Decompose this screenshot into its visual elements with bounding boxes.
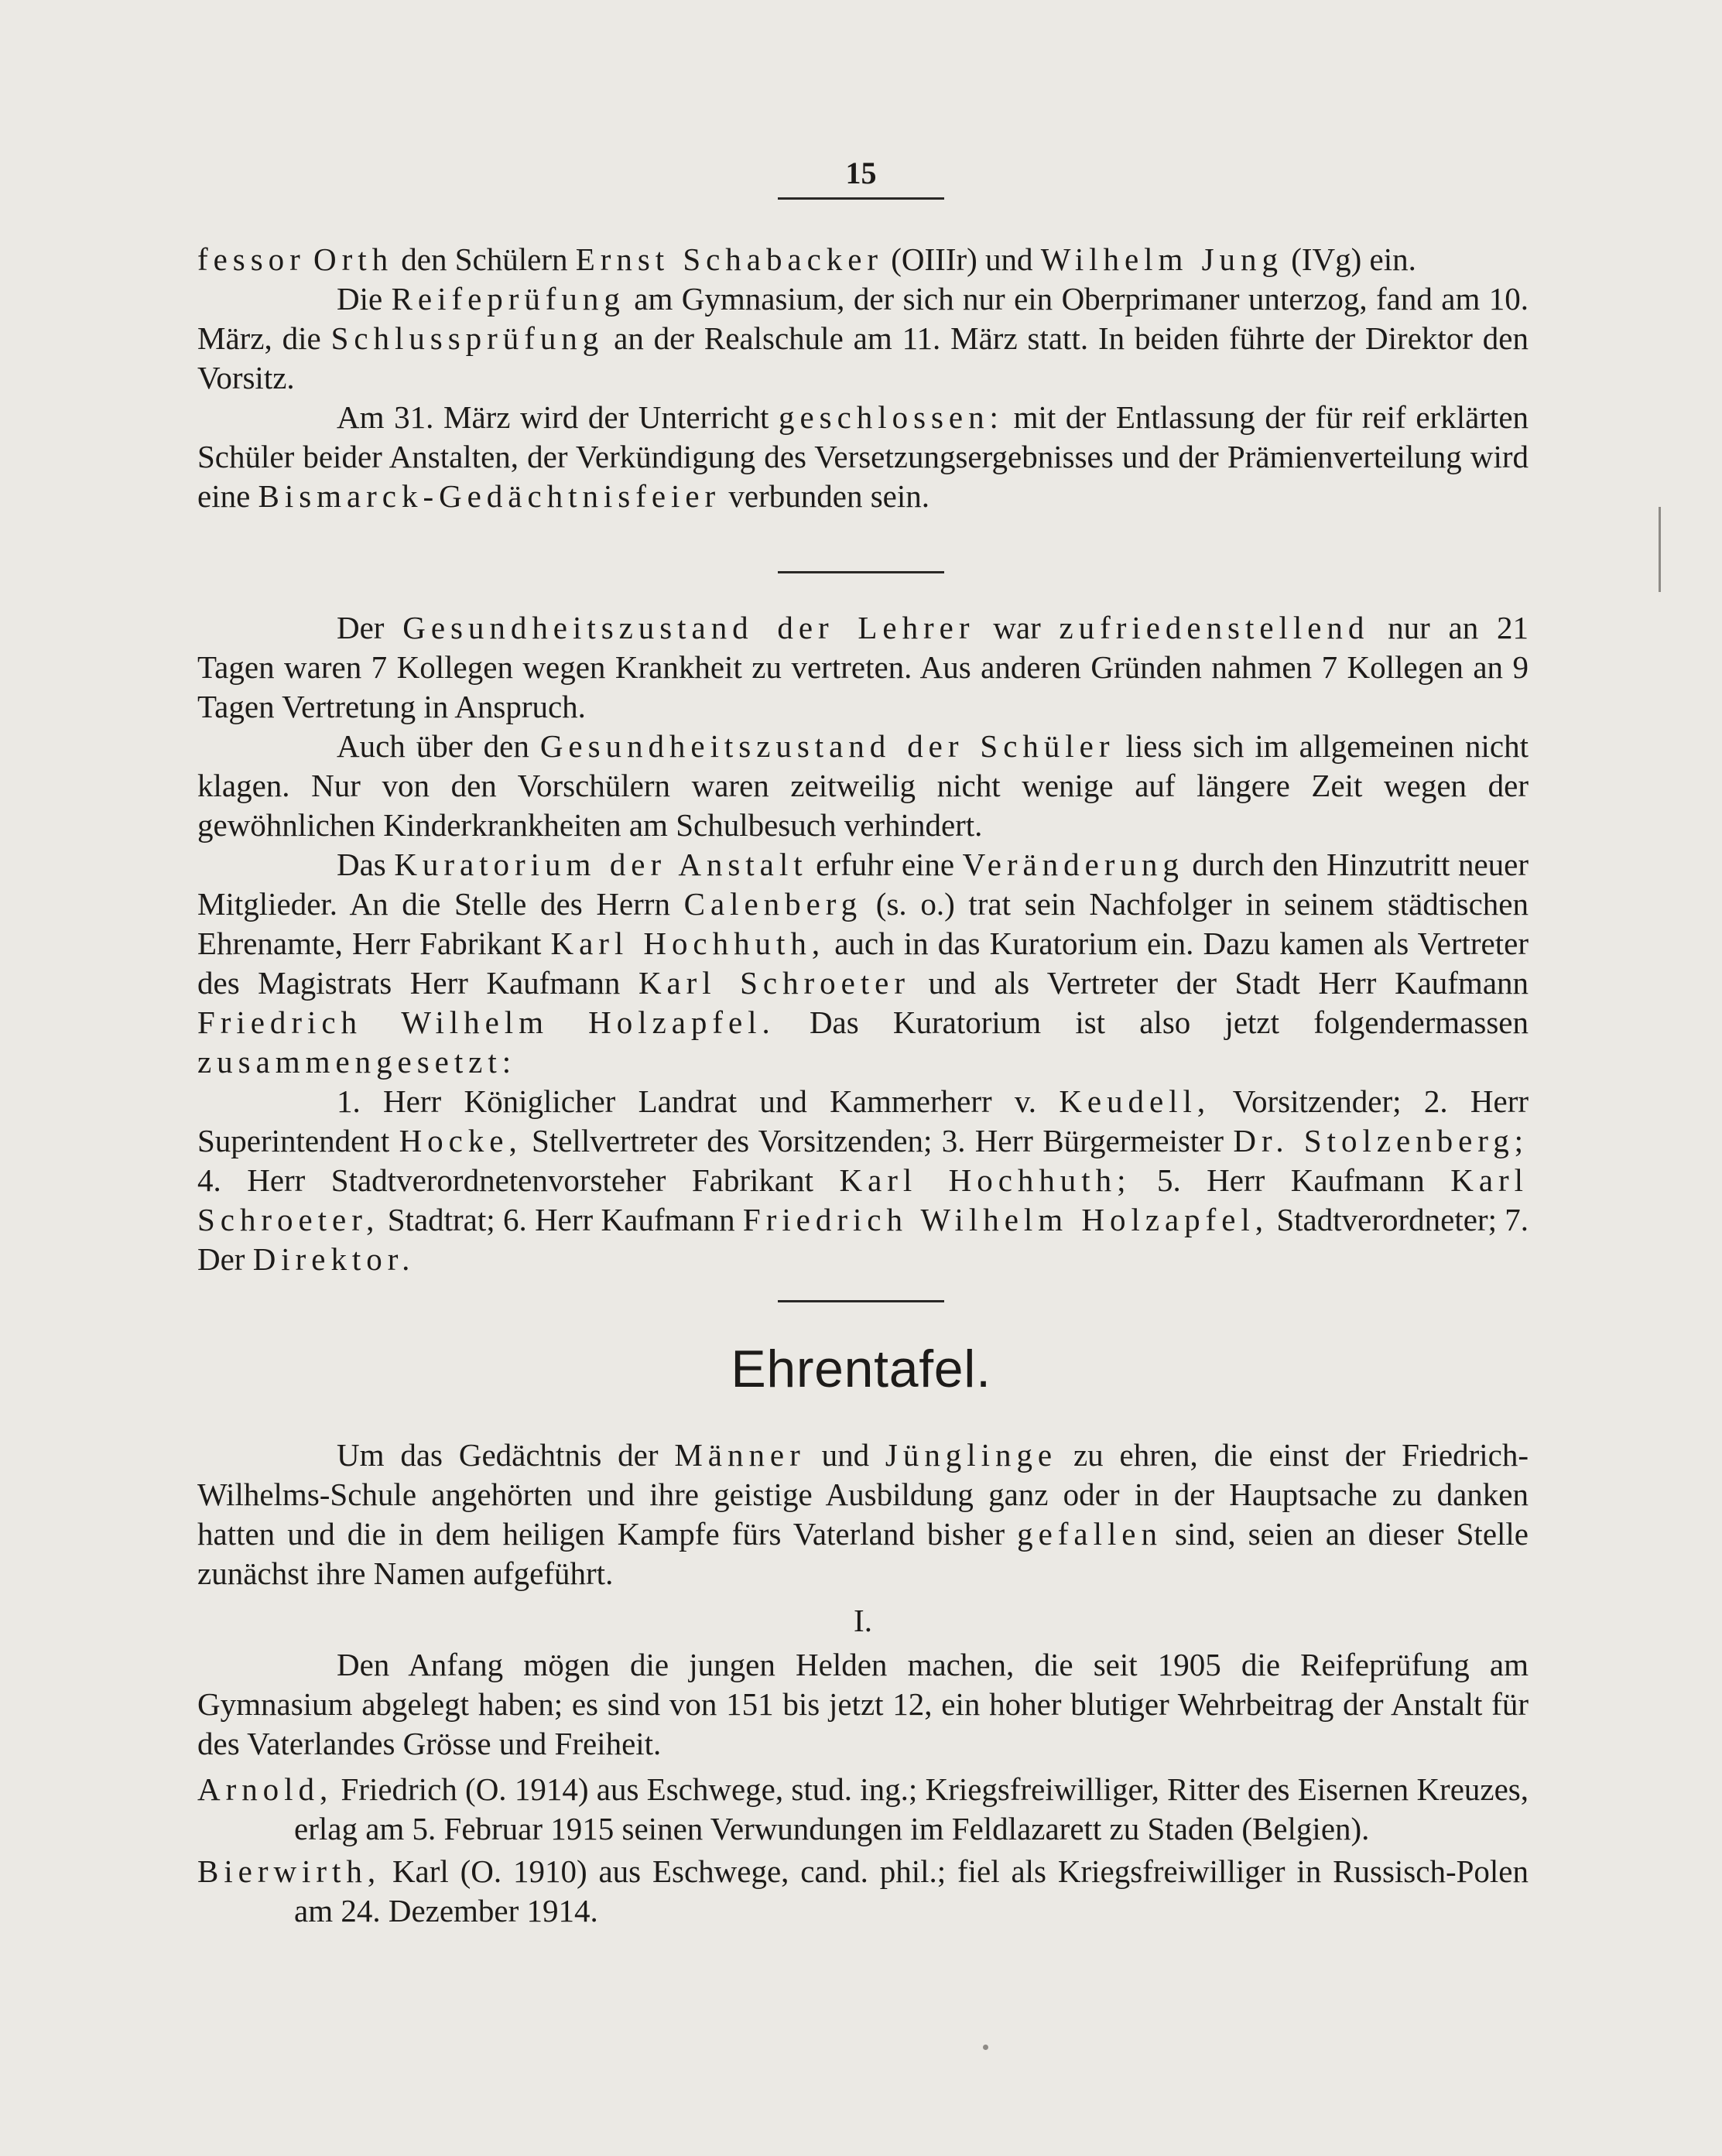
paragraph-continuation: fessor Orth den Schülern Ernst Schabacker (OIIIr) und Wilhelm Jung (IVg) ein. [197, 241, 1416, 277]
page-number-area [0, 155, 1722, 191]
paragraph-honor-intro: Um das Gedächtnis der Männer und Jünglinge zu ehren, die einst der Friedrich-Wilhelms-Schule angehörten und ihre geistige Ausbildung ganz oder in der Hauptsache zu danken hatten und die in dem heiligen Kampfe fürs Vaterland bisher gefallen sind, seien an dieser Stelle zunächst ihre Namen aufgeführt. [197, 1437, 1529, 1591]
paragraph-curatorium: Das Kuratorium der Anstalt erfuhr eine Veränderung durch den Hinzutritt neuer Mitglieder. An die Stelle des Herrn Calenberg (s. o.) trat sein Nachfolger in seinem städtischen Ehrenamte, Herr Fabrikant Karl Hochhuth, auch in das Kuratorium ein. Dazu kamen als Vertreter des Magistrats Herr Kaufmann Karl Schroeter und als Vertreter der Stadt Herr Kaufmann Friedrich Wilhelm Holzapfel. Das Kuratorium ist also jetzt folgendermassen zusammengesetzt: [197, 847, 1529, 1080]
page-number: 15 [845, 156, 877, 190]
section-rule-1 [778, 571, 944, 573]
paragraph-gymnasium-heroes: Den Anfang mögen die jungen Helden machen, die seit 1905 die Reifeprüfung am Gymnasium abgelegt haben; es sind von 151 bis jetzt 12, ein hoher blutiger Wehrbeitrag der Anstalt für des Vaterlandes Grösse und Freiheit. [197, 1647, 1529, 1761]
entry-arnold: Arnold, Friedrich (O. 1914) aus Eschwege, stud. ing.; Kriegsfreiwilliger, Ritter des Eisernen Kreuzes, erlag am 5. Februar 1915 seinen Verwundungen im Feldlazarett zu Staden (Belgien). [197, 1771, 1529, 1846]
paragraph-final-exam: Die Reifeprüfung am Gymnasium, der sich nur ein Oberprimaner unterzog, fand am 10. März, die Schlussprüfung an der Realschule am 11. März statt. In beiden führte der Direktor den Vorsitz. [197, 281, 1529, 395]
roman-numeral: I. [854, 1603, 872, 1638]
section-heading: Ehrentafel. [731, 1340, 991, 1398]
section-honor-roll [197, 1436, 1529, 1931]
paragraph-term-end: Am 31. März wird der Unterricht geschlossen: mit der Entlassung der für reif erklärten Schüler beider Anstalten, der Verkündigung des Versetzungsergebnisses und der Prämienverteilung wird eine Bismarck-Gedächtnisfeier verbunden sein. [197, 399, 1529, 514]
roman-numeral-heading [197, 1601, 1529, 1641]
heading-area [0, 1339, 1722, 1399]
paragraph-teacher-health: Der Gesundheitszustand der Lehrer war zufriedenstellend nur an 21 Tagen waren 7 Kollegen wegen Krankheit zu vertreten. Aus anderen Gründen nahmen 7 Kollegen an 9 Tagen Vertretung in Anspruch. [197, 610, 1529, 724]
section-exams [197, 240, 1529, 516]
header-rule [778, 197, 944, 200]
scan-edge-mark [1659, 507, 1661, 592]
scan-dot-mark [983, 2045, 988, 2050]
paragraph-student-health: Auch über den Gesundheitszustand der Schüler liess sich im allgemeinen nicht klagen. Nur von den Vorschülern waren zeitweilig nicht wenige auf längere Zeit wegen der gewöhnlichen Kinderkrankheiten am Schulbesuch verhindert. [197, 728, 1529, 843]
section-rule-2 [778, 1300, 944, 1302]
section-health-curatorium [197, 608, 1529, 1279]
entry-bierwirth: Bierwirth, Karl (O. 1910) aus Eschwege, cand. phil.; fiel als Kriegsfreiwilliger in Russisch-Polen am 24. Dezember 1914. [197, 1853, 1529, 1928]
paragraph-curatorium-members: 1. Herr Königlicher Landrat und Kammerherr v. Keudell, Vorsitzender; 2. Herr Superintendent Hocke, Stellvertreter des Vorsitzenden; 3. Herr Bürgermeister Dr. Stolzenberg; 4. Herr Stadtverordnetenvorsteher Fabrikant Karl Hochhuth; 5. Herr Kaufmann Karl Schroeter, Stadtrat; 6. Herr Kaufmann Friedrich Wilhelm Holzapfel, Stadtverordneter; 7. Der Direktor. [197, 1083, 1529, 1277]
